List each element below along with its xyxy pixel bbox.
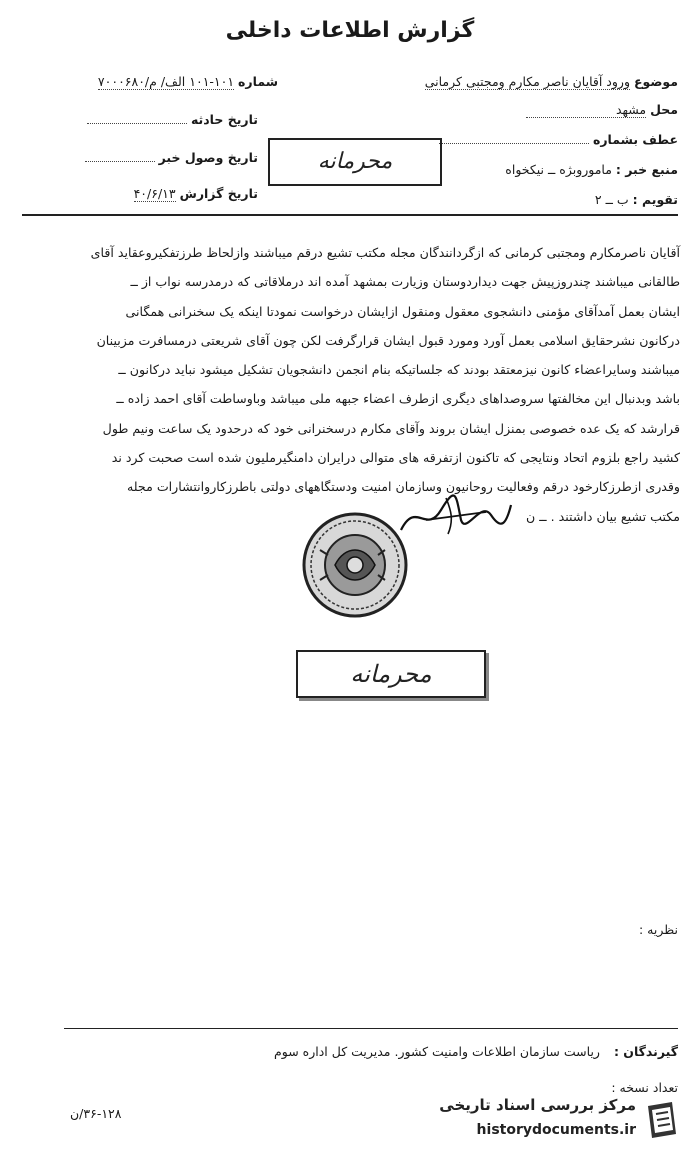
archive-logo-icon <box>642 1098 682 1142</box>
source-label: منبع خبر : <box>615 162 678 177</box>
header-divider <box>22 214 678 216</box>
number-label: شماره <box>238 74 278 89</box>
recipients-label: گیرندگان : <box>613 1044 678 1059</box>
opinion-label: نظریه : <box>639 922 678 937</box>
copies-label: تعداد نسخه : <box>611 1080 678 1095</box>
receipt-date-value <box>85 161 155 162</box>
classification-stamp-top: محرمانه <box>268 138 442 186</box>
recipients-row <box>78 1044 678 1059</box>
source-value: ماموروبژه ــ نیکخواه <box>505 162 612 177</box>
body-line: مکتب تشیع بیان داشتند . ــ ن <box>525 508 680 524</box>
body-line: باشد وبدنبال این مخالفتها سروصداهای دیگری ازطرف اعضاء جبهه ملی میباشد وباوساطت آقای احمد زاده ــ <box>116 391 680 407</box>
classification-stamp-middle: محرمانه <box>296 650 486 698</box>
report-date-label: تاریخ گزارش <box>179 186 258 201</box>
body-line: ایشان بعمل آمدآقای مؤمنی دانشجوی معقول ومنقول ازایشان درخواست نمودتا اینکه یک سخنرانی همگانی <box>125 303 680 319</box>
incident-date-value <box>87 123 187 124</box>
body-line: قرارشد که یک عده خصوصی بمنزل ایشان بروند وآقای مکارم درسخنرانی خود که درحدود یک ساعت ونیم طول <box>102 420 680 436</box>
watermark-url: historydocuments.ir <box>476 1122 636 1138</box>
number-row <box>78 74 278 90</box>
footer-divider <box>64 1028 678 1029</box>
receipt-date-row <box>72 150 258 165</box>
ref-label: عطف بشماره <box>592 132 678 147</box>
body-line: وقدری ازطرزکارخود درقم وفعالیت روحانیون وسازمان امنیت ودستگاههای دولتی باطرزکاروانتشارات مجله <box>127 479 680 495</box>
file-code: ۳۶-۱۲۸/ن <box>70 1106 122 1121</box>
report-body <box>18 238 680 531</box>
receipt-date-label: تاریخ وصول خبر <box>158 150 258 165</box>
document-title: گزارش اطلاعات داخلی <box>225 18 475 43</box>
calendar-row <box>348 192 678 207</box>
place-label: محل <box>650 102 678 117</box>
watermark-name: مرکز بررسی اسناد تاریخی <box>439 1096 636 1114</box>
place-row <box>348 102 678 118</box>
incident-date-row <box>72 112 258 127</box>
calendar-label: تقویم : <box>632 192 678 207</box>
subject-label: موضوع <box>633 74 678 89</box>
place-value: مشهد <box>526 102 646 118</box>
body-line: آقایان ناصرمکارم ومجتبی کرمانی که ازگردانندگان مجله مکتب تشیع درقم میباشند وازلحاظ طرزتفکیروعقاید آقای <box>90 245 680 260</box>
body-line: میباشند وسایراعضاء کانون نیزمعتقد بودند که جلساتیکه بنام انجمن دانشجویان تشکیل میشود نباید درکانون ــ <box>118 362 680 378</box>
watermark <box>412 1092 682 1148</box>
subject-row <box>348 74 678 90</box>
subject-value: ورود آقایان ناصر مکارم ومجتبی کرمانی <box>424 74 630 89</box>
body-line: درکانون نشرحقایق اسلامی بعمل آورد ومورد قبول ایشان قرارگرفت لکن چون آقای شریعتی درمسافرت مزبینان <box>96 332 680 348</box>
report-date-value: ۴۰/۶/۱۳ <box>133 186 176 201</box>
calendar-value: ب ــ ۲ <box>594 192 629 207</box>
signature-icon <box>396 490 516 540</box>
report-date-row <box>72 186 258 202</box>
body-line: طالقانی میباشند چندروزپیش جهت دیداردوستان وزیارت بمشهد آمده اند درملاقاتی که درمدرسه نواب از ــ <box>130 274 680 290</box>
recipients-value: ریاست سازمان اطلاعات وامنیت کشور. مدیریت کل اداره سوم <box>274 1044 600 1059</box>
seal-icon <box>300 510 410 620</box>
number-value: ۱۰۱-۱۰۱ الف/ م/۷۰۰۰۶۸۰ <box>97 74 235 89</box>
incident-date-label: تاریخ حادثه <box>190 112 258 127</box>
body-line: کشید راجع بلزوم اتحاد ونتایجی که تاکنون ازتفرقه های متوالی درایران دامنگیرملیون شده است صحبت کرد ند <box>111 450 680 466</box>
ref-value <box>439 143 589 144</box>
